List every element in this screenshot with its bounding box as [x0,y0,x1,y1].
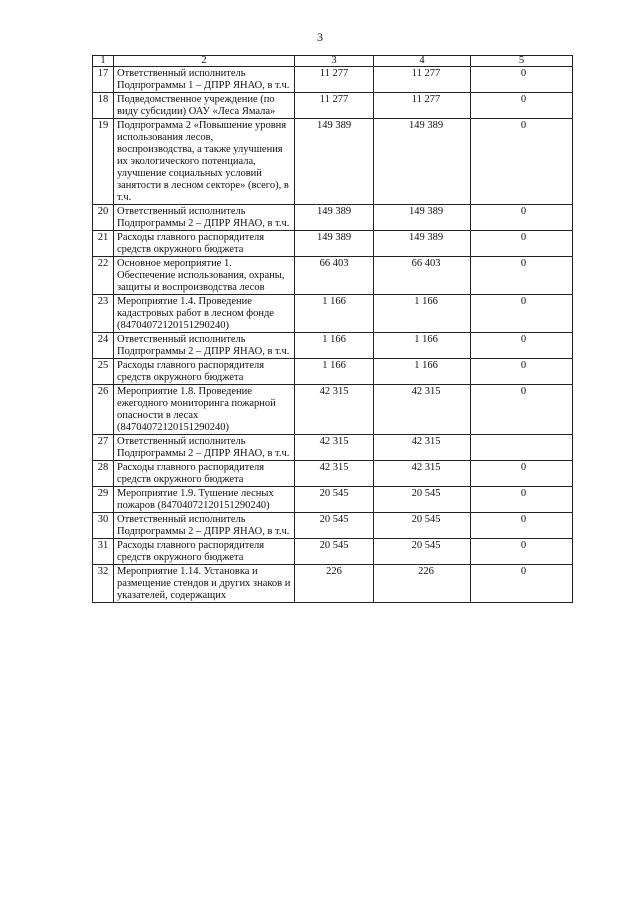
row-col3-cell: 149 389 [295,231,374,257]
row-col3-cell: 42 315 [295,435,374,461]
table-row [93,257,573,295]
row-name-cell: Расходы главного распорядителя средств окружного бюджета [114,359,295,385]
row-number-cell: 32 [93,565,114,603]
table-row [93,93,573,119]
row-name-cell: Ответственный исполнитель Подпрограммы 2 – ДПРР ЯНАО, в т.ч. [114,333,295,359]
row-col5-cell [471,93,573,119]
row-col4-cell [374,67,471,93]
row-number-cell: 21 [93,231,114,257]
row-col3-cell: 1 166 [295,295,374,333]
row-col4-value: 149 389 [408,206,444,217]
table-row [93,565,573,603]
row-name-cell: Мероприятие 1.9. Тушение лесных пожаров (84704072120151290240) [114,487,295,513]
row-col3-cell: 149 389 [295,119,374,205]
row-col5-value: 0 [520,206,527,217]
header-col-5: 5 [471,56,573,67]
row-number-cell: 23 [93,295,114,333]
row-col5-value: 0 [520,232,527,243]
budget-table [92,55,573,603]
table-row [93,67,573,93]
table-row [93,435,573,461]
row-number-cell: 29 [93,487,114,513]
header-col-4: 4 [374,56,471,67]
row-col4-value: 42 315 [411,436,441,447]
row-col4-cell [374,119,471,205]
row-col5-value: 0 [520,334,527,345]
row-number-cell: 17 [93,67,114,93]
row-col5-value: 0 [520,258,527,269]
row-col5-value: 0 [520,488,527,499]
row-col4-cell [374,231,471,257]
row-number-cell: 25 [93,359,114,385]
row-col4-value: 149 389 [408,232,444,243]
row-number-cell: 20 [93,205,114,231]
row-col3-cell: 20 545 [295,539,374,565]
row-col5-cell [471,359,573,385]
row-number-cell: 28 [93,461,114,487]
row-col4-value: 1 166 [414,334,438,345]
table-row [93,205,573,231]
row-name-cell: Мероприятие 1.4. Проведение кадастровых работ в лесном фонде (84704072120151290240) [114,295,295,333]
row-number-cell: 24 [93,333,114,359]
row-name-cell: Ответственный исполнитель Подпрограммы 2 – ДПРР ЯНАО, в т.ч. [114,435,295,461]
row-name-cell: Основное мероприятие 1. Обеспечение использования, охраны, защиты и воспроизводства лесов [114,257,295,295]
row-col3-cell: 11 277 [295,93,374,119]
row-col4-cell [374,359,471,385]
row-number-cell: 27 [93,435,114,461]
row-number-cell: 30 [93,513,114,539]
row-col5-cell [471,231,573,257]
row-col3-cell: 11 277 [295,67,374,93]
table-row [93,539,573,565]
row-col4-cell [374,385,471,435]
row-col5-cell [471,257,573,295]
row-col4-cell [374,461,471,487]
row-col4-value: 1 166 [414,296,438,307]
row-col5-cell [471,539,573,565]
table-row [93,295,573,333]
row-col3-cell: 42 315 [295,385,374,435]
row-col5-value: 0 [520,514,527,525]
table-row [93,487,573,513]
row-col5-cell [471,333,573,359]
header-col-2: 2 [114,56,295,67]
page-number: 3 [317,30,323,44]
row-name-cell: Мероприятие 1.14. Установка и размещение стендов и других знаков и указателей, содержащих [114,565,295,603]
row-name-cell: Расходы главного распорядителя средств окружного бюджета [114,231,295,257]
row-col4-value: 20 545 [411,514,441,525]
row-col4-value: 42 315 [411,462,441,473]
row-number-cell: 19 [93,119,114,205]
row-name-cell: Ответственный исполнитель Подпрограммы 2 – ДПРР ЯНАО, в т.ч. [114,513,295,539]
row-col4-cell [374,565,471,603]
row-col4-cell [374,487,471,513]
row-col5-value: 0 [520,296,527,307]
row-col4-cell [374,257,471,295]
row-name-cell: Расходы главного распорядителя средств окружного бюджета [114,539,295,565]
row-col5-cell [471,487,573,513]
table-row [93,385,573,435]
row-col5-cell [471,67,573,93]
row-col4-value: 66 403 [411,258,441,269]
row-col4-value: 11 277 [411,94,441,105]
row-col4-cell [374,205,471,231]
table-row [93,333,573,359]
row-col4-cell [374,435,471,461]
row-col5-value: 0 [520,462,527,473]
row-col4-value: 11 277 [411,68,441,79]
row-name-cell: Подведомственное учреждение (по виду субсидии) ОАУ «Леса Ямала» [114,93,295,119]
row-col4-cell [374,93,471,119]
row-col5-cell [471,119,573,205]
table-row [93,513,573,539]
row-col4-cell [374,295,471,333]
row-col3-cell: 1 166 [295,333,374,359]
row-col3-cell: 20 545 [295,513,374,539]
row-col5-cell [471,385,573,435]
row-col4-value: 20 545 [411,488,441,499]
row-col4-cell [374,539,471,565]
row-col4-value: 226 [418,566,434,577]
row-col5-cell [471,513,573,539]
table-row [93,119,573,205]
header-col-3: 3 [295,56,374,67]
row-name-cell: Подпрограмма 2 «Повышение уровня использования лесов, воспроизводства, а также улучшения их экологического потенциала, улучшение социальных условий занятости в лесном секторе» (всего), в т.ч. [114,119,295,205]
row-col5-cell [471,205,573,231]
row-name-cell: Ответственный исполнитель Подпрограммы 2 – ДПРР ЯНАО, в т.ч. [114,205,295,231]
table-row [93,231,573,257]
row-col4-cell [374,513,471,539]
row-col3-cell: 1 166 [295,359,374,385]
row-col3-cell: 226 [295,565,374,603]
row-col5-value: 0 [520,566,527,577]
row-col5-value: 0 [520,68,527,79]
row-col4-value: 149 389 [408,120,444,131]
row-col5-value: 0 [520,540,527,551]
row-col4-cell [374,333,471,359]
row-col5-value: 0 [520,360,527,371]
row-col5-value: 0 [520,386,527,397]
table-row [93,359,573,385]
row-col5-cell [471,565,573,603]
row-col5-cell [471,461,573,487]
table-header-row [93,56,573,67]
row-number-cell: 26 [93,385,114,435]
row-col3-cell: 20 545 [295,487,374,513]
row-number-cell: 22 [93,257,114,295]
row-col5-cell [471,295,573,333]
row-col3-cell: 149 389 [295,205,374,231]
row-name-cell: Ответственный исполнитель Подпрограммы 1 – ДПРР ЯНАО, в т.ч. [114,67,295,93]
row-col4-value: 1 166 [414,360,438,371]
header-col-1: 1 [93,56,114,67]
row-number-cell: 18 [93,93,114,119]
row-col5-value: 0 [520,120,527,131]
row-col5-value: 0 [520,94,527,105]
row-col5-cell [471,435,573,461]
row-col4-value: 20 545 [411,540,441,551]
row-name-cell: Мероприятие 1.8. Проведение ежегодного мониторинга пожарной опасности в лесах (84704072120151290240) [114,385,295,435]
row-number-cell: 31 [93,539,114,565]
row-col3-cell: 42 315 [295,461,374,487]
row-name-cell: Расходы главного распорядителя средств окружного бюджета [114,461,295,487]
table-row [93,461,573,487]
row-col3-cell: 66 403 [295,257,374,295]
row-col4-value: 42 315 [411,386,441,397]
